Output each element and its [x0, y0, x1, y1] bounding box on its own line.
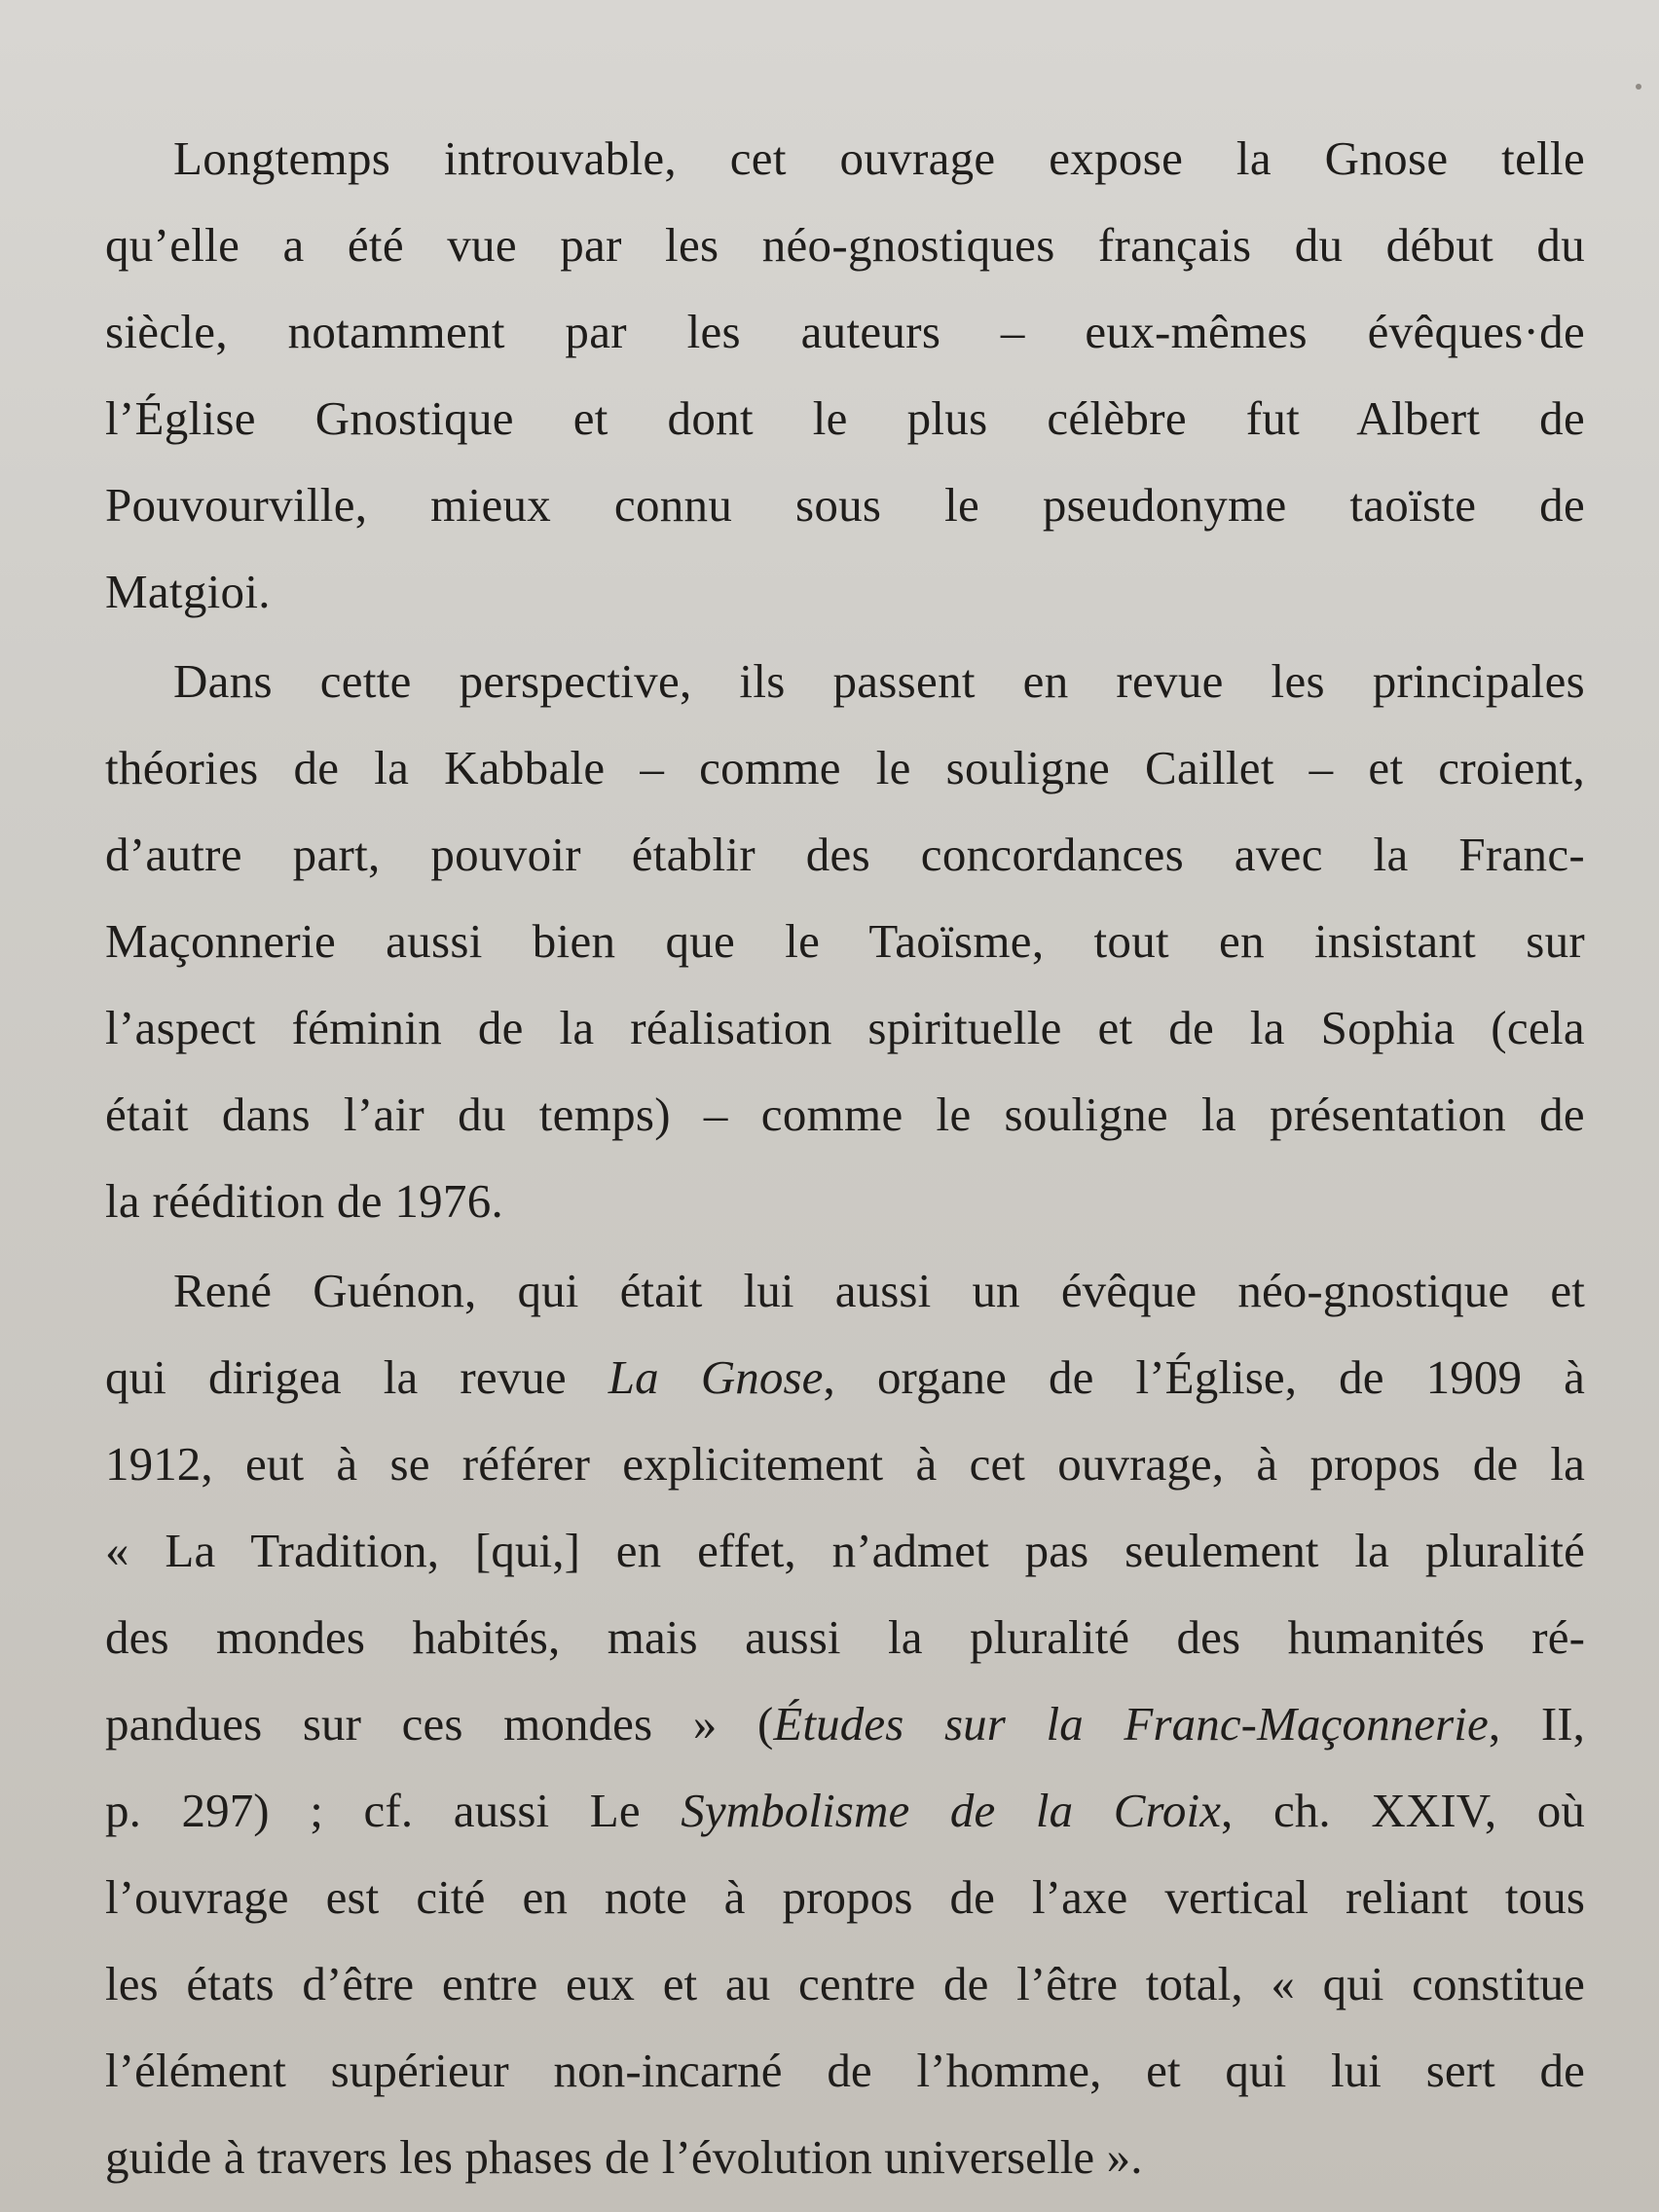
- text-line: Pouvourville, mieux connu sous le pseudonyme taoïste de: [105, 478, 1585, 532]
- text-line: la réédition de 1976.: [105, 1174, 504, 1228]
- text-segment: pandues sur ces mondes » (: [105, 1697, 774, 1751]
- text-line: siècle, notamment par les auteurs – eux-mêmes évêques·de: [105, 305, 1585, 358]
- text-line: théories de la Kabbale – comme le souligne Caillet – et croient,: [105, 741, 1585, 794]
- paragraph-1: [105, 115, 1585, 635]
- text-line: [105, 1334, 1585, 1420]
- text-line: l’ouvrage est cité en note à propos de l’axe vertical reliant tous: [105, 1870, 1585, 1924]
- italic-title: Études sur la Franc-Maçonnerie: [773, 1697, 1489, 1751]
- italic-title: La Gnose: [608, 1350, 824, 1404]
- text-line: l’aspect féminin de la réalisation spirituelle et de la Sophia (cela: [105, 1001, 1585, 1054]
- text-line: les états d’être entre eux et au centre de l’être total, « qui constitue: [105, 1957, 1585, 2010]
- text-line: 1912, eut à se référer explicitement à cet ouvrage, à propos de la: [105, 1437, 1585, 1491]
- italic-title: Symbolisme de la Croix: [681, 1784, 1222, 1837]
- text-line: René Guénon, qui était lui aussi un évêque néo-gnostique et: [173, 1264, 1585, 1317]
- text-line: guide à travers les phases de l’évolution universelle ».: [105, 2130, 1143, 2184]
- text-line: [105, 1767, 1585, 1854]
- text-line: des mondes habités, mais aussi la pluralité des humanités ré-: [105, 1610, 1585, 1664]
- text-line: était dans l’air du temps) – comme le souligne la présentation de: [105, 1088, 1585, 1141]
- text-line: l’Église Gnostique et dont le plus célèbre fut Albert de: [105, 391, 1585, 445]
- text-segment: , organe de l’Église, de 1909 à: [823, 1350, 1585, 1404]
- paragraph-3: [105, 1247, 1585, 2200]
- text-line: Maçonnerie aussi bien que le Taoïsme, tout en insistant sur: [105, 914, 1585, 968]
- text-segment: qui dirigea la revue: [105, 1350, 608, 1404]
- text-segment: p. 297) ; cf. aussi Le: [105, 1784, 682, 1837]
- text-segment: , ch. XXIV, où: [1221, 1784, 1585, 1837]
- text-line: Dans cette perspective, ils passent en revue les principales: [173, 654, 1585, 708]
- text-line: Longtemps introuvable, cet ouvrage expose la Gnose telle: [173, 131, 1585, 185]
- page-speck: [1636, 84, 1641, 90]
- text-line: qu’elle a été vue par les néo-gnostiques français du début du: [105, 218, 1585, 272]
- paragraph-2: [105, 638, 1585, 1244]
- text-line: « La Tradition, [qui,] en effet, n’admet pas seulement la pluralité: [105, 1524, 1585, 1577]
- body-text: [105, 115, 1585, 2203]
- text-line: [105, 1680, 1585, 1767]
- text-line: Matgioi.: [105, 565, 271, 618]
- text-line: l’élément supérieur non-incarné de l’homme, et qui lui sert de: [105, 2044, 1585, 2097]
- text-line: d’autre part, pouvoir établir des concordances avec la Franc-: [105, 828, 1585, 881]
- text-segment: , II,: [1488, 1697, 1585, 1751]
